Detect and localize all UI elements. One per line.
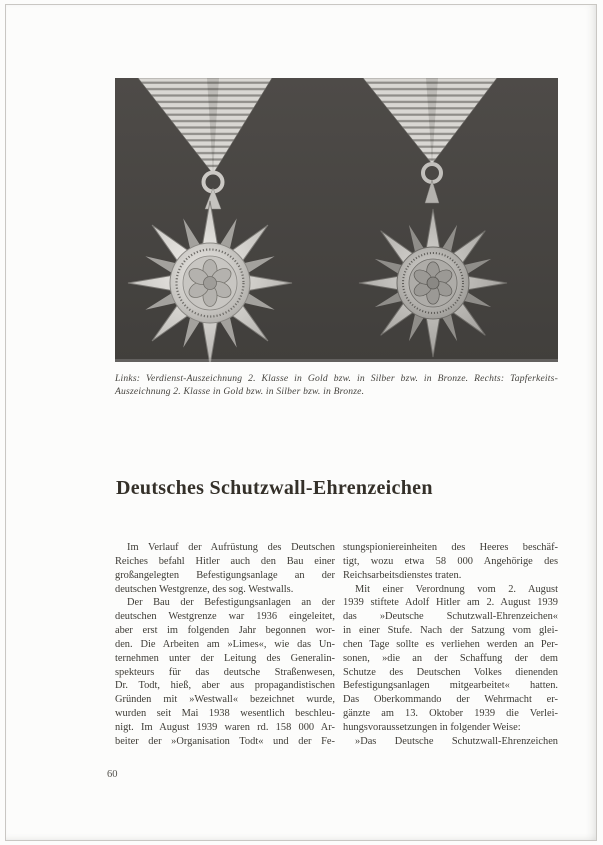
text-line: Schutze des Deutschen Volkes dienenden bbox=[343, 666, 558, 678]
text-line: Auszeichnung 2. Klasse in Gold bzw. in Silber bzw. in Bronze. bbox=[115, 386, 365, 397]
text-line: das »Deutsche Schutzwall-Ehrenzeichen« bbox=[343, 611, 558, 623]
photo-bottom-edge bbox=[115, 359, 558, 362]
text-line: spekteurs für das deutsche Straßenwesen, bbox=[115, 666, 335, 678]
text-line: Links: Verdienst-Auszeichnung 2. Klasse in Gold bzw. in Silber bzw. in Bronze. Rechts: Tapferkeits- bbox=[115, 373, 558, 384]
text-line: sonen, »die an der Schaffung der dem bbox=[343, 652, 558, 664]
text-line: Dr. Todt, hieß, aber aus propagandistischen bbox=[115, 680, 335, 692]
text-line: stungspioniereinheiten des Heeres beschäf- bbox=[343, 542, 558, 553]
text-line: den. Die Arbeiten am »Limes«, wie das Un- bbox=[115, 638, 335, 650]
text-line: Befestigungsanlagen mitgearbeitet« hatten. bbox=[343, 680, 558, 692]
text-line: Reichsarbeitsdienstes traten. bbox=[343, 569, 462, 581]
text-line: Der Bau der Befestigungsanlagen an der bbox=[127, 597, 335, 609]
figure-caption bbox=[115, 372, 558, 398]
left-flower-center bbox=[204, 277, 217, 290]
text-line: ternehmen unter der Leitung des Generalin- bbox=[115, 652, 335, 664]
text-line: Im Verlauf der Aufrüstung des Deutschen bbox=[127, 542, 335, 553]
text-line: beiter der »Organisation Todt« und der Fe- bbox=[115, 735, 335, 747]
text-column-right bbox=[343, 541, 558, 749]
text-line: wurden seit Mai 1938 wesentlich beschleu- bbox=[115, 708, 335, 720]
text-line: Reiches befahl Hitler auch den Bau einer bbox=[115, 555, 335, 567]
text-line: chen Tage sollte es verliehen werden an Per- bbox=[343, 638, 558, 650]
text-line: nigt. Im August 1939 waren rd. 158 000 Ar- bbox=[115, 721, 335, 733]
text-line: »Das Deutsche Schutzwall-Ehrenzeichen bbox=[355, 735, 558, 747]
text-line: Das Oberkommando der Wehrmacht er- bbox=[343, 694, 558, 706]
text-line: 1939 stiftete Adolf Hitler am 2. August 1939 bbox=[343, 597, 558, 609]
page-number: 60 bbox=[107, 769, 118, 780]
chapter-heading: Deutsches Schutzwall-Ehrenzeichen bbox=[116, 477, 433, 499]
right-medallion bbox=[397, 247, 469, 319]
text-line: großangelegten Befestigungsanlage an der bbox=[115, 569, 335, 581]
text-line: Gründen mit »Westwall« bezeichnet wurde, bbox=[115, 694, 335, 706]
body-text bbox=[115, 541, 558, 749]
medal-photograph bbox=[115, 78, 558, 362]
medals-photo-illustration bbox=[115, 78, 558, 362]
text-line: hungsvoraussetzungen in folgender Weise: bbox=[343, 721, 521, 733]
text-column-left bbox=[115, 541, 335, 749]
text-line: deutschen Westgrenze war 1936 eingeleitet, bbox=[115, 611, 335, 623]
text-line: gänzte am 13. Oktober 1939 die Verlei- bbox=[343, 708, 558, 720]
right-flower-center bbox=[427, 277, 439, 289]
text-line: deutschen Westgrenze, des sog. Westwalls. bbox=[115, 583, 294, 595]
left-medallion bbox=[170, 243, 250, 323]
text-line: Mit einer Verordnung vom 2. August bbox=[355, 583, 558, 595]
text-line: aber erst im folgenden Jahr begonnen wor- bbox=[115, 625, 335, 637]
text-line: tigt, wozu etwa 58 000 Angehörige des bbox=[343, 555, 558, 567]
text-line: in einer Stufe. Nach der Satzung vom glei- bbox=[343, 625, 558, 637]
